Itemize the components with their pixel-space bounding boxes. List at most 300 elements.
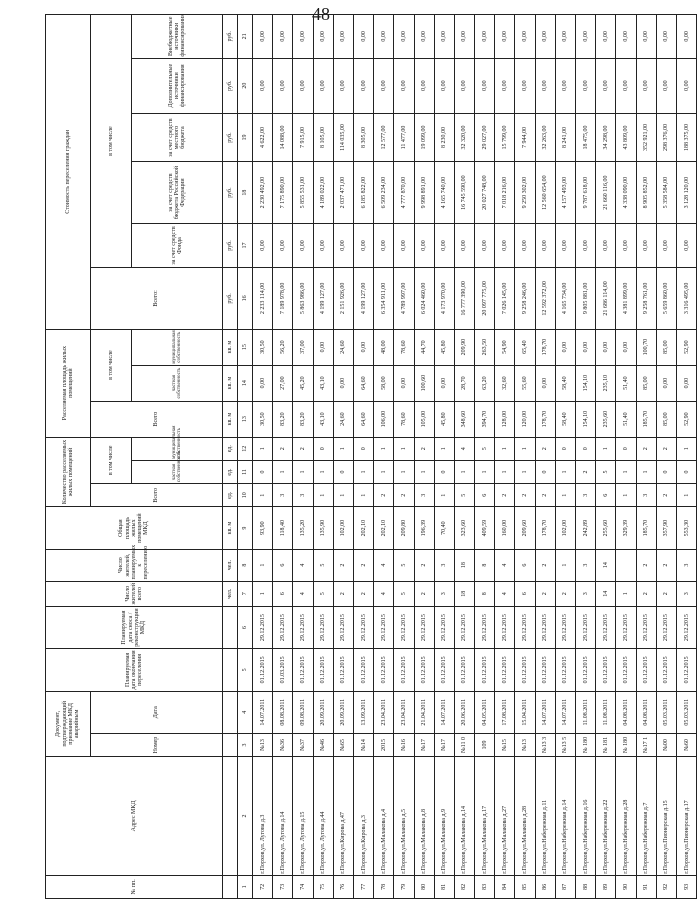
address-cell: г.Порхов,ул.Набережная д.14 bbox=[555, 757, 575, 876]
table-cell: 81 bbox=[434, 875, 454, 898]
table-cell: 15.04.2011 bbox=[515, 691, 535, 733]
table-cell: 01.12.2015 bbox=[596, 649, 616, 691]
unit-cell: руб. bbox=[223, 58, 238, 113]
table-row bbox=[434, 15, 454, 899]
table-cell: 2 230 492,00 bbox=[253, 162, 273, 223]
rotated-page-frame bbox=[45, 14, 690, 899]
header-plan-start: Планируемая дата окончания переселения bbox=[46, 649, 223, 691]
table-cell: 2 bbox=[555, 581, 575, 606]
header-doc-group: Документ, подтверждающий признание МКД аварийным bbox=[46, 691, 91, 757]
table-cell: 29.12.2015 bbox=[616, 606, 636, 648]
header-area-municipal: муниципальная собственность bbox=[132, 329, 223, 365]
table-cell: 17.08.2011 bbox=[495, 691, 515, 733]
header-cost-incl: в том числе bbox=[91, 15, 132, 268]
table-cell: 235,10 bbox=[596, 365, 616, 401]
table-cell: 0,00 bbox=[333, 223, 353, 267]
address-cell: г.Порхов,ул.Кирова д.47 bbox=[333, 757, 353, 876]
table-cell: 58,40 bbox=[555, 365, 575, 401]
table-cell: 78 bbox=[374, 875, 394, 898]
table-cell: 0 bbox=[353, 437, 373, 460]
table-cell: № 180 bbox=[616, 733, 636, 756]
table-cell: 4 189 022,00 bbox=[313, 162, 333, 223]
table-cell: 6 185 822,00 bbox=[353, 162, 373, 223]
table-cell: 0,00 bbox=[495, 15, 515, 59]
header-area-total-sub: Всего bbox=[91, 401, 223, 437]
table-cell: 29.12.2015 bbox=[535, 606, 555, 648]
table-cell: 0,00 bbox=[676, 15, 696, 59]
table-cell: 9 258 246,00 bbox=[515, 268, 535, 329]
table-cell: 5 358 584,00 bbox=[656, 162, 676, 223]
table-cell: 0 bbox=[616, 437, 636, 460]
table-cell: 0,00 bbox=[535, 15, 555, 59]
table-cell: 3 316 495,00 bbox=[676, 268, 696, 329]
table-cell: 91 bbox=[636, 875, 656, 898]
table-cell: 4 789 997,00 bbox=[394, 268, 414, 329]
table-cell: 0,00 bbox=[676, 365, 696, 401]
table-cell: 0,00 bbox=[656, 223, 676, 267]
table-cell: 27,00 bbox=[273, 365, 293, 401]
column-number-cell: 2 bbox=[238, 757, 253, 876]
table-cell: 77 bbox=[353, 875, 373, 898]
header-area-incl: в том числе bbox=[91, 329, 132, 401]
table-cell: 04.05.2011 bbox=[475, 691, 495, 733]
unit-cell: руб. bbox=[223, 268, 238, 329]
table-cell: 01.12.2015 bbox=[333, 649, 353, 691]
table-cell: 44,70 bbox=[414, 329, 434, 365]
table-cell bbox=[616, 549, 636, 581]
table-cell: 1 bbox=[353, 460, 373, 483]
table-cell: 52,90 bbox=[676, 329, 696, 365]
table-cell: 18 bbox=[454, 581, 474, 606]
table-cell: 0,00 bbox=[333, 58, 353, 113]
table-cell: №17 bbox=[414, 733, 434, 756]
table-cell: 3 bbox=[576, 549, 596, 581]
unit-cell: руб. bbox=[223, 162, 238, 223]
table-cell: 15 799,00 bbox=[495, 113, 515, 162]
table-cell: 1 bbox=[515, 437, 535, 460]
table-cell: 20.09.2011 bbox=[313, 691, 333, 733]
table-row bbox=[576, 15, 596, 899]
table-cell: 89 bbox=[596, 875, 616, 898]
table-cell: 0,00 bbox=[616, 15, 636, 59]
table-cell: 1 bbox=[253, 549, 273, 581]
header-doc-number: Номер bbox=[91, 733, 223, 756]
table-cell: 28,70 bbox=[454, 365, 474, 401]
table-cell: 29.12.2015 bbox=[656, 606, 676, 648]
table-cell: 29 027,00 bbox=[475, 113, 495, 162]
table-row bbox=[374, 15, 394, 899]
table-cell: № 181 bbox=[596, 733, 616, 756]
table-cell: 0,00 bbox=[576, 58, 596, 113]
table-cell: 114 035,00 bbox=[333, 113, 353, 162]
table-cell: 6 bbox=[596, 484, 616, 507]
table-cell: 5 bbox=[475, 437, 495, 460]
table-cell: 2 233 114,00 bbox=[253, 268, 273, 329]
table-row bbox=[535, 15, 555, 899]
table-cell: 0,00 bbox=[313, 329, 333, 365]
table-cell: 2 bbox=[353, 549, 373, 581]
table-cell: 0,00 bbox=[636, 15, 656, 59]
table-cell: 0,00 bbox=[394, 58, 414, 113]
unit-cell: кв. м bbox=[223, 329, 238, 365]
table-cell: 32,60 bbox=[495, 365, 515, 401]
table-cell: 0,00 bbox=[353, 15, 373, 59]
table-cell: 58,00 bbox=[374, 365, 394, 401]
table-cell: 357,90 bbox=[656, 507, 676, 549]
header-area-group: Расселяемая площадь жилых помещений bbox=[46, 329, 91, 437]
table-cell: 29.12.2015 bbox=[374, 606, 394, 648]
column-number-cell: 15 bbox=[238, 329, 253, 365]
table-cell: 23.04.2011 bbox=[374, 691, 394, 733]
table-cell: 45,20 bbox=[293, 365, 313, 401]
table-cell: 4 165 740,00 bbox=[434, 162, 454, 223]
table-cell: 6 bbox=[515, 549, 535, 581]
table-cell: 0,00 bbox=[293, 15, 313, 59]
header-cost-fund: за счет средств Фонда bbox=[132, 223, 223, 267]
table-cell: 2 bbox=[414, 437, 434, 460]
table-row bbox=[273, 15, 293, 899]
table-cell: 178,70 bbox=[535, 507, 555, 549]
table-cell: 6 bbox=[475, 484, 495, 507]
table-cell: 0,00 bbox=[616, 223, 636, 267]
table-cell: 9 250 302,00 bbox=[515, 162, 535, 223]
table-cell: 2 bbox=[656, 437, 676, 460]
table-cell: 43 809,00 bbox=[616, 113, 636, 162]
table-cell: №13 bbox=[515, 733, 535, 756]
table-cell: №13 5 bbox=[555, 733, 575, 756]
table-cell: 29.12.2015 bbox=[273, 606, 293, 648]
table-cell: 202,10 bbox=[353, 507, 373, 549]
table-cell: 01.03.2015 bbox=[273, 649, 293, 691]
table-cell: №60 bbox=[676, 733, 696, 756]
table-cell: 6 509 234,00 bbox=[374, 162, 394, 223]
table-cell: 0,00 bbox=[576, 223, 596, 267]
table-cell: 8 305,00 bbox=[353, 113, 373, 162]
table-cell: 3 bbox=[434, 549, 454, 581]
table-cell: №46 bbox=[313, 733, 333, 756]
table-cell: 43,10 bbox=[313, 365, 333, 401]
table-row bbox=[313, 15, 333, 899]
table-cell: 29.12.2015 bbox=[454, 606, 474, 648]
table-cell: 78,60 bbox=[394, 329, 414, 365]
column-number-cell: 1 bbox=[238, 875, 253, 898]
table-cell: 0,00 bbox=[555, 58, 575, 113]
header-doc-date: Дата bbox=[91, 691, 223, 733]
table-cell: 1 bbox=[555, 549, 575, 581]
table-cell: 3 bbox=[676, 549, 696, 581]
table-cell: 0,00 bbox=[454, 15, 474, 59]
table-cell: 8 241,00 bbox=[555, 113, 575, 162]
address-cell: г.Порхов,ул.Малакова д.17 bbox=[475, 757, 495, 876]
table-cell: 08.08.2011 bbox=[273, 691, 293, 733]
resettlement-table bbox=[45, 14, 697, 899]
table-cell: 0,00 bbox=[596, 223, 616, 267]
table-cell: 2 bbox=[535, 549, 555, 581]
table-cell: 0,00 bbox=[454, 58, 474, 113]
table-cell: 1 bbox=[475, 460, 495, 483]
table-cell: 0,00 bbox=[374, 223, 394, 267]
table-row bbox=[475, 15, 495, 899]
table-cell: 1 bbox=[273, 460, 293, 483]
table-cell: 0 bbox=[333, 460, 353, 483]
table-cell: 21 660 116,00 bbox=[596, 162, 616, 223]
table-cell: 9 998 891,00 bbox=[414, 162, 434, 223]
table-cell: 2 bbox=[636, 549, 656, 581]
table-cell: № 180 bbox=[576, 733, 596, 756]
header-cost-regional: за счет средств бюджета Российской Федерации bbox=[132, 162, 223, 223]
table-cell: 0 bbox=[434, 460, 454, 483]
table-cell: 85,00 bbox=[656, 401, 676, 437]
table-cell: №00 bbox=[656, 733, 676, 756]
table-cell: 2 bbox=[515, 484, 535, 507]
table-cell: 85,00 bbox=[656, 329, 676, 365]
table-cell: 09.08.2011 bbox=[293, 691, 313, 733]
header-cost-group: Стоимость переселения граждан bbox=[46, 15, 91, 330]
table-cell: 29.12.2015 bbox=[253, 606, 273, 648]
table-cell: 05.03.2011 bbox=[656, 691, 676, 733]
table-cell: 45,80 bbox=[434, 401, 454, 437]
table-cell: 2 037 471,00 bbox=[333, 162, 353, 223]
table-cell: 0,00 bbox=[495, 58, 515, 113]
header-area-total: Общая площадь жилых помещений МКД bbox=[46, 507, 223, 549]
table-cell: 79 bbox=[394, 875, 414, 898]
table-cell: 55,60 bbox=[515, 365, 535, 401]
table-cell: 298 376,00 bbox=[656, 113, 676, 162]
unit-cell: ед. bbox=[223, 437, 238, 460]
table-cell: 0,00 bbox=[353, 223, 373, 267]
table-cell: 235,60 bbox=[596, 401, 616, 437]
table-cell: 4 bbox=[374, 549, 394, 581]
table-cell: 0,00 bbox=[475, 223, 495, 267]
table-cell: 0,00 bbox=[636, 58, 656, 113]
table-cell: 0,00 bbox=[475, 15, 495, 59]
address-cell: г.Порхов,ул. Лугова д.15 bbox=[293, 757, 313, 876]
table-cell: 0,00 bbox=[576, 15, 596, 59]
table-cell: 0,00 bbox=[253, 58, 273, 113]
table-cell: 0,00 bbox=[596, 15, 616, 59]
address-cell: г.Порхов,ул.Малакова д.8 bbox=[414, 757, 434, 876]
table-cell: 8 230,00 bbox=[434, 113, 454, 162]
table-cell: 29.12.2015 bbox=[576, 606, 596, 648]
table-cell: 01.12.2015 bbox=[353, 649, 373, 691]
table-cell: 01.12.2015 bbox=[253, 649, 273, 691]
table-cell: 202,10 bbox=[374, 507, 394, 549]
table-cell: 82 bbox=[454, 875, 474, 898]
table-cell: 93,90 bbox=[253, 507, 273, 549]
table-row bbox=[515, 15, 535, 899]
table-cell: 0,00 bbox=[535, 223, 555, 267]
table-cell: 01.12.2015 bbox=[434, 649, 454, 691]
table-cell: 0,00 bbox=[555, 329, 575, 365]
address-cell: г.Порхов,ул. Лугова д.44 bbox=[313, 757, 333, 876]
table-cell: 14.07.2011 bbox=[434, 691, 454, 733]
table-cell: 72 bbox=[253, 875, 273, 898]
table-cell: 0,00 bbox=[596, 329, 616, 365]
table-cell: 2 bbox=[353, 581, 373, 606]
header-count-private: частная собственность bbox=[132, 460, 223, 483]
table-cell: 209,90 bbox=[454, 329, 474, 365]
table-cell: 64,60 bbox=[353, 365, 373, 401]
header-cost-reference: Внебюджетные источники финансирования bbox=[132, 15, 223, 59]
table-cell: 0,00 bbox=[394, 15, 414, 59]
table-cell: 1 bbox=[353, 484, 373, 507]
address-cell: г.Порхов,ул.Малакова д.5 bbox=[394, 757, 414, 876]
table-cell: 12 577,00 bbox=[374, 113, 394, 162]
table-cell: 11.08.2011 bbox=[596, 691, 616, 733]
address-cell: г.Порхов,ул.Малакова д.9 bbox=[434, 757, 454, 876]
table-cell: 4 381 899,00 bbox=[616, 268, 636, 329]
table-cell: 329,39 bbox=[616, 507, 636, 549]
table-cell: 128,00 bbox=[495, 401, 515, 437]
table-row bbox=[333, 15, 353, 899]
table-cell: 1 bbox=[313, 484, 333, 507]
table-row bbox=[616, 15, 636, 899]
address-cell: г.Порхов,ул.Малакова д.4 bbox=[374, 757, 394, 876]
column-number-cell: 20 bbox=[238, 58, 253, 113]
table-cell: 1 bbox=[313, 460, 333, 483]
table-cell: 1 bbox=[616, 460, 636, 483]
table-cell: 4 bbox=[293, 549, 313, 581]
table-cell: 154,10 bbox=[576, 365, 596, 401]
table-cell: №37 bbox=[293, 733, 313, 756]
unit-cell: кв. м bbox=[223, 401, 238, 437]
table-cell: 01.12.2015 bbox=[495, 649, 515, 691]
table-cell: 01.12.2015 bbox=[313, 649, 333, 691]
table-cell: 0,00 bbox=[394, 223, 414, 267]
table-row bbox=[495, 15, 515, 899]
table-cell: 0 bbox=[313, 437, 333, 460]
table-cell: 2015 bbox=[374, 733, 394, 756]
table-cell: 8 105,00 bbox=[313, 113, 333, 162]
table-cell: 1 bbox=[394, 437, 414, 460]
table-cell: 37,00 bbox=[293, 329, 313, 365]
table-cell: 86 bbox=[535, 875, 555, 898]
address-cell: г.Порхов,ул.Пионерская д.15 bbox=[656, 757, 676, 876]
table-cell: 85 bbox=[515, 875, 535, 898]
table-cell: 0 bbox=[555, 437, 575, 460]
table-cell: 2 bbox=[374, 484, 394, 507]
table-cell: 58,40 bbox=[555, 401, 575, 437]
table-cell: 74 bbox=[293, 875, 313, 898]
table-cell: 01.12.2015 bbox=[414, 649, 434, 691]
table-cell: 0,00 bbox=[434, 15, 454, 59]
table-cell: 1 bbox=[495, 460, 515, 483]
table-cell: 100,60 bbox=[414, 365, 434, 401]
table-cell: 1 bbox=[636, 460, 656, 483]
table-cell: 2 bbox=[636, 581, 656, 606]
table-cell: 0 bbox=[676, 460, 696, 483]
table-cell: 5 863 986,00 bbox=[293, 268, 313, 329]
table-cell: 29.12.2015 bbox=[353, 606, 373, 648]
address-cell: г.Порхов,ул.Малакова д.14 bbox=[454, 757, 474, 876]
header-cost-additional: Дополнительные источники финансирования bbox=[132, 58, 223, 113]
table-cell: 1 bbox=[394, 460, 414, 483]
table-cell: №16 bbox=[394, 733, 414, 756]
table-cell: 92 bbox=[656, 875, 676, 898]
table-cell: 5 855 531,00 bbox=[293, 162, 313, 223]
table-cell: 9 258 761,00 bbox=[636, 268, 656, 329]
table-row bbox=[353, 15, 373, 899]
table-cell: 0,00 bbox=[676, 223, 696, 267]
table-cell: 553,30 bbox=[676, 507, 696, 549]
page-number: 48 bbox=[312, 4, 330, 24]
table-cell: 0,00 bbox=[555, 223, 575, 267]
table-cell: 0,00 bbox=[374, 15, 394, 59]
table-cell: 04.08.2011 bbox=[636, 691, 656, 733]
table-cell: 20.09.2011 bbox=[333, 691, 353, 733]
table-cell: 2 bbox=[636, 437, 656, 460]
table-cell: №17 1 bbox=[636, 733, 656, 756]
table-cell: 29.12.2015 bbox=[636, 606, 656, 648]
table-cell: 0,00 bbox=[313, 15, 333, 59]
table-cell: №13 bbox=[253, 733, 273, 756]
table-cell: 48,00 bbox=[374, 329, 394, 365]
table-cell: 1 bbox=[333, 484, 353, 507]
table-cell: 255,60 bbox=[596, 507, 616, 549]
table-cell: 2 bbox=[414, 581, 434, 606]
column-number-cell: 13 bbox=[238, 401, 253, 437]
unit-cell: руб. bbox=[223, 113, 238, 162]
column-number-cell: 6 bbox=[238, 606, 253, 648]
table-cell: 1 bbox=[434, 437, 454, 460]
table-cell: 01.12.2015 bbox=[676, 649, 696, 691]
table-cell: 352 921,00 bbox=[636, 113, 656, 162]
header-count-group: Количество расселяемых жилых помещений bbox=[46, 437, 91, 507]
table-cell: 0,00 bbox=[535, 365, 555, 401]
table-cell: 0,00 bbox=[596, 58, 616, 113]
table-cell: 1 bbox=[676, 437, 696, 460]
table-cell: 29.12.2015 bbox=[495, 606, 515, 648]
table-cell: 5 659 860,00 bbox=[656, 268, 676, 329]
table-cell: 0,00 bbox=[616, 329, 636, 365]
table-cell: 8 bbox=[475, 549, 495, 581]
table-cell: 11 477,00 bbox=[394, 113, 414, 162]
table-cell: 0,00 bbox=[253, 365, 273, 401]
table-cell: 2 bbox=[576, 460, 596, 483]
unit-cell bbox=[223, 875, 238, 898]
table-cell: 2 bbox=[333, 581, 353, 606]
table-cell: 75 bbox=[313, 875, 333, 898]
table-cell: 85,00 bbox=[636, 365, 656, 401]
table-cell: 160,00 bbox=[495, 507, 515, 549]
table-cell: 1 bbox=[414, 460, 434, 483]
table-cell: 2 bbox=[656, 549, 676, 581]
table-cell: 4 bbox=[374, 581, 394, 606]
table-cell: 20 097 775,00 bbox=[475, 268, 495, 329]
table-cell: 0,00 bbox=[636, 223, 656, 267]
table-cell: 1 bbox=[454, 460, 474, 483]
unit-cell bbox=[223, 691, 238, 733]
table-cell: 14.07.2011 bbox=[253, 691, 273, 733]
table-cell: 0,00 bbox=[434, 365, 454, 401]
header-count-incl: в том числе bbox=[91, 437, 132, 484]
table-cell: 01.12.2015 bbox=[374, 649, 394, 691]
table-cell: 6 bbox=[273, 549, 293, 581]
table-cell: 185,70 bbox=[636, 401, 656, 437]
table-cell: 1 bbox=[515, 460, 535, 483]
table-cell: 3 bbox=[576, 484, 596, 507]
table-cell: 0,00 bbox=[313, 223, 333, 267]
column-number-cell: 17 bbox=[238, 223, 253, 267]
table-cell: 29.12.2015 bbox=[475, 606, 495, 648]
table-cell: 209,60 bbox=[515, 507, 535, 549]
table-cell: 24,60 bbox=[333, 401, 353, 437]
header-residents-total: Число жителей всего bbox=[46, 581, 223, 606]
table-cell: 19 099,00 bbox=[414, 113, 434, 162]
table-cell: 80 bbox=[414, 875, 434, 898]
table-cell: 1 bbox=[374, 460, 394, 483]
table-cell: 5 bbox=[596, 460, 616, 483]
